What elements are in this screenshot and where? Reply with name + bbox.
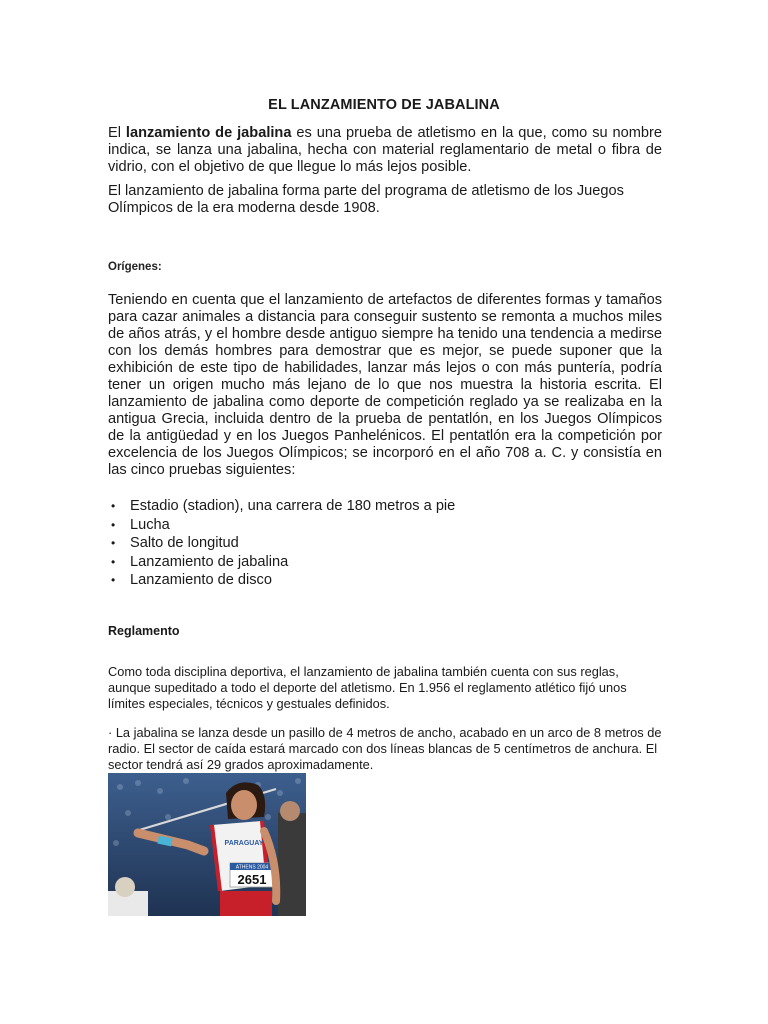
bib-sponsor: ATHENS 2004 [235, 864, 269, 871]
pentathlon-list [108, 497, 662, 590]
reglamento-p2-text: · La jabalina se lanza desde un pasillo de 4 metros de ancho, acabado en un arco de 8 metros de radio. El sector de caída estará marcado con dos líneas blancas de 5 centímetros de anchura. El sector tendrá así 29 grados aproximadamente. [108, 725, 662, 773]
reglamento-heading: Reglamento [108, 624, 180, 638]
bullet-icon: • [111, 554, 116, 569]
intro-bold-term: lanzamiento de jabalina [125, 125, 292, 141]
bullet-icon: • [111, 573, 116, 588]
origenes-paragraph [108, 292, 662, 480]
list-item [108, 534, 662, 553]
list-item-text: Salto de longitud [130, 535, 239, 552]
intro-paragraph-1 [108, 125, 662, 177]
list-item [108, 571, 662, 590]
bullet-icon: • [111, 536, 116, 551]
list-item [108, 497, 662, 516]
reglamento-paragraph-1 [108, 664, 662, 713]
intro-paragraph-2 [108, 183, 662, 217]
document-title: EL LANZAMIENTO DE JABALINA [268, 97, 500, 113]
bullet-icon: • [111, 499, 116, 513]
reglamento-p1-text: Como toda disciplina deportiva, el lanzamiento de jabalina también cuenta con sus reglas, aunque supeditado a todo el deporte del atletismo. En 1.956 el reglamento atlético fijó unos límites especiales, técnicos y gestuales definidos. [108, 664, 627, 712]
intro-p2-text: El lanzamiento de jabalina forma parte del programa de atletismo de los Juegos Olímpicos de la era moderna desde 1908. [108, 183, 624, 217]
jersey-country: PARAGUAY [224, 840, 264, 847]
reglamento-paragraph-2 [108, 725, 662, 774]
origenes-text: Teniendo en cuenta que el lanzamiento de artefactos de diferentes formas y tamaños para cazar animales a distancia para conseguir sustento se remonta a muchos miles de años atrás, y el hombre desde antiguo siempre ha tenido una tendencia a medirse con los demás hombres para demostrar que es mejor, se puede suponer que la exhibición de este tipo de habilidades, lanzar más lejos o con más puntería, podría tener un origen mucho más lejano de lo que nos muestra la historia escrita. El lanzamiento de jabalina como deporte de competición reglado ya se realizaba en la antigua Grecia, incluida dentro de la prueba de pentatlón, en los Juegos Olímpicos de la antigüedad y en los Juegos Panhelénicos. El pentatlón era la competición por excelencia de los Juegos Olímpicos; se incorporó en el año 708 a. C. y consistía en las cinco pruebas siguientes: [108, 292, 662, 479]
list-item-text: Lanzamiento de disco [130, 572, 272, 589]
javelin-athlete-photo [108, 773, 306, 916]
athlete-shorts [220, 891, 272, 916]
athlete-face [231, 790, 257, 820]
bib-number: 2651 [237, 872, 267, 887]
list-item-text: Lucha [130, 516, 170, 533]
origenes-heading: Orígenes: [108, 261, 162, 273]
athlete-illustration [108, 773, 306, 916]
bullet-icon: • [111, 517, 116, 532]
intro-rest: es una prueba de atletismo en la que, como su nombre indica, se lanza una jabalina, hecha con material reglamentario de metal o fibra de vidrio, con el objetivo de que llegue lo más lejos posible. [108, 125, 663, 176]
official-figure [278, 813, 306, 916]
list-item-text: Lanzamiento de jabalina [130, 553, 289, 570]
list-item [108, 516, 662, 535]
intro-lead: El [108, 125, 126, 141]
list-item [108, 553, 662, 572]
list-item-text: Estadio (stadion), una carrera de 180 metros a pie [130, 498, 456, 514]
